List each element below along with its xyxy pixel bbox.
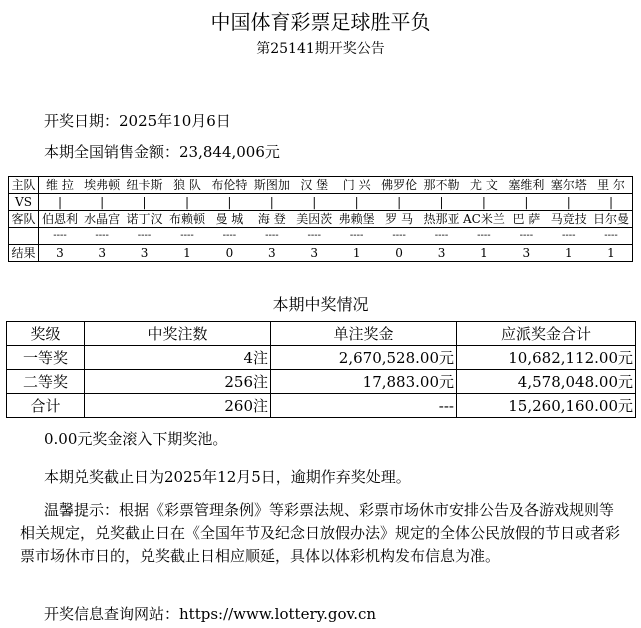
vs-mark: | xyxy=(293,194,335,211)
match-result: 1 xyxy=(590,245,633,262)
match-result: 1 xyxy=(548,245,590,262)
match-result: 3 xyxy=(123,245,165,262)
match-result: 0 xyxy=(378,245,420,262)
rollover-note: 0.00元奖金滚入下期奖池。 xyxy=(44,430,228,448)
prize-header-row xyxy=(7,322,636,346)
away-team: 曼 城 xyxy=(208,211,250,228)
page-title: 中国体育彩票足球胜平负 xyxy=(210,10,431,34)
prize-level: 二等奖 xyxy=(7,370,85,394)
dash-row xyxy=(9,228,633,245)
prize-row xyxy=(7,370,636,394)
away-team: AC米兰 xyxy=(463,212,505,226)
draw-date: 开奖日期：2025年10月6日 xyxy=(44,112,231,130)
match-result: 3 xyxy=(81,245,123,262)
vs-mark: | xyxy=(166,194,208,211)
total-prize: 4,578,048.00元 xyxy=(457,370,636,394)
away-team: 水晶宫 xyxy=(81,211,123,228)
total-prize: 15,260,160.00元 xyxy=(457,394,636,418)
away-row xyxy=(9,211,633,228)
sales-amount: 本期全国销售金额：23,844,006元 xyxy=(44,143,280,161)
reminder-note: 温馨提示：根据《彩票管理条例》等彩票法规、彩票市场休市安排公告及各游戏规则等相关规定，兑奖截止日在《全国年节及纪念日放假办法》规定的全体公民放假的节日或者彩票市场休市日的，兑奖截止日相应顺延，具体以体彩机构发布信息为准。 xyxy=(20,501,621,565)
winner-count: 256注 xyxy=(85,370,271,394)
home-team: 那不勒 xyxy=(420,177,462,194)
website-note: 开奖信息查询网站：https://www.lottery.gov.cn xyxy=(44,605,377,623)
away-team: 巴 萨 xyxy=(505,211,547,228)
dash-mark: ---- xyxy=(420,228,462,245)
home-team: 里 尔 xyxy=(590,177,633,194)
unit-prize: 2,670,528.00元 xyxy=(271,346,457,370)
dash-mark: ---- xyxy=(39,228,81,245)
home-team: 斯图加 xyxy=(251,177,293,194)
home-team: 埃弗顿 xyxy=(81,177,123,194)
dash-mark: ---- xyxy=(166,228,208,245)
dash-mark: ---- xyxy=(208,228,250,245)
match-result: 1 xyxy=(463,245,505,262)
prize-header: 应派奖金合计 xyxy=(457,322,636,346)
prize-total-row xyxy=(7,394,636,418)
vs-mark: | xyxy=(463,194,505,211)
home-label: 主队 xyxy=(9,177,39,194)
dash-mark: ---- xyxy=(548,228,590,245)
result-row xyxy=(9,245,633,262)
away-team: 马竞技 xyxy=(548,211,590,228)
dash-mark: ---- xyxy=(335,228,377,245)
prize-header: 中奖注数 xyxy=(85,322,271,346)
home-row xyxy=(9,177,633,194)
match-result: 3 xyxy=(505,245,547,262)
home-team: 尤 文 xyxy=(463,177,505,194)
match-result: 3 xyxy=(420,245,462,262)
away-team: 弗赖堡 xyxy=(335,211,377,228)
away-team: 伯恩利 xyxy=(39,211,81,228)
home-team: 门 兴 xyxy=(335,177,377,194)
vs-mark: | xyxy=(39,194,81,211)
prize-row xyxy=(7,346,636,370)
vs-mark: | xyxy=(378,194,420,211)
away-label: 客队 xyxy=(9,211,39,228)
prize-level: 合计 xyxy=(7,394,85,418)
vs-mark: | xyxy=(251,194,293,211)
match-result: 1 xyxy=(166,245,208,262)
unit-prize: 17,883.00元 xyxy=(271,370,457,394)
dash-mark: ---- xyxy=(378,228,420,245)
match-result: 3 xyxy=(293,245,335,262)
dash-mark: ---- xyxy=(251,228,293,245)
match-result: 0 xyxy=(208,245,250,262)
issue-subtitle: 第25141期开奖公告 xyxy=(256,41,385,57)
dash-mark: ---- xyxy=(293,228,335,245)
away-team: 热那亚 xyxy=(420,211,462,228)
deadline-note: 本期兑奖截止日为2025年12月5日，逾期作弃奖处理。 xyxy=(44,468,411,486)
total-prize: 10,682,112.00元 xyxy=(457,346,636,370)
vs-mark: | xyxy=(81,194,123,211)
match-result: 3 xyxy=(39,245,81,262)
vs-mark: | xyxy=(123,194,165,211)
home-team: 布伦特 xyxy=(208,177,250,194)
away-team: 美因茨 xyxy=(293,211,335,228)
prize-table xyxy=(6,321,636,418)
home-team: 狼 队 xyxy=(166,177,208,194)
home-team: 纽卡斯 xyxy=(123,177,165,194)
away-team: 日尔曼 xyxy=(590,211,633,228)
prize-section-title: 本期中奖情况 xyxy=(272,295,369,314)
vs-row xyxy=(9,194,633,211)
prize-level: 一等奖 xyxy=(7,346,85,370)
home-team: 塞维利 xyxy=(505,177,547,194)
match-result: 1 xyxy=(335,245,377,262)
away-team: 诺丁汉 xyxy=(123,211,165,228)
away-team: 海 登 xyxy=(251,211,293,228)
prize-header: 奖级 xyxy=(7,322,85,346)
home-team: 维 拉 xyxy=(39,177,81,194)
vs-mark: | xyxy=(208,194,250,211)
dash-mark: ---- xyxy=(123,228,165,245)
dash-mark: ---- xyxy=(590,228,633,245)
dash-mark: ---- xyxy=(463,228,505,245)
home-team: 塞尔塔 xyxy=(548,177,590,194)
vs-mark: | xyxy=(590,194,633,211)
vs-mark: | xyxy=(548,194,590,211)
vs-mark: | xyxy=(420,194,462,211)
winner-count: 4注 xyxy=(85,346,271,370)
dash-mark: ---- xyxy=(505,228,547,245)
match-result: 3 xyxy=(251,245,293,262)
vs-label: VS xyxy=(9,194,39,211)
away-team: 布赖顿 xyxy=(166,211,208,228)
unit-prize: --- xyxy=(271,394,457,418)
result-label: 结果 xyxy=(9,245,39,262)
vs-mark: | xyxy=(505,194,547,211)
vs-mark: | xyxy=(335,194,377,211)
home-team: 佛罗伦 xyxy=(378,177,420,194)
match-table xyxy=(8,176,633,262)
winner-count: 260注 xyxy=(85,394,271,418)
prize-header: 单注奖金 xyxy=(271,322,457,346)
away-team: 罗 马 xyxy=(378,211,420,228)
home-team: 汉 堡 xyxy=(293,177,335,194)
dash-mark: ---- xyxy=(81,228,123,245)
